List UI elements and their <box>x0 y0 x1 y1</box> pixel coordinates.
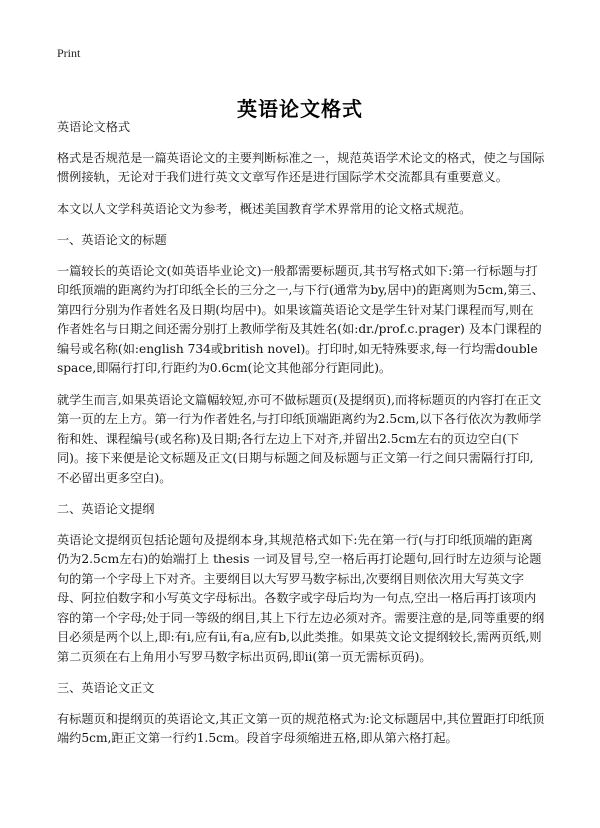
page-title: 英语论文格式 <box>237 97 363 122</box>
article-body <box>57 118 545 761</box>
body-paragraph-1: 有标题页和提纲页的英语论文,其正文第一页的规范格式为:论文标题居中,其位置距打印纸顶端约5cm,距正文第一行约1.5cm。段首字母须缩进五格,即从第六格打起。 <box>57 711 545 745</box>
scope-paragraph: 本文以人文学科英语论文为参考，概述美国教育学术界常用的论文格式规范。 <box>57 201 472 216</box>
section-heading-outline: 二、英语论文提纲 <box>57 502 155 516</box>
print-link[interactable]: Print <box>57 46 81 60</box>
section-heading-title: 一、英语论文的标题 <box>57 233 167 247</box>
title-paragraph-1: 一篇较长的英语论文(如英语毕业论文)一般都需要标题页,其书写格式如下:第一行标题与打印纸顶端的距离约为打印纸全长的三分之一,与下行(通常为by,居中)的距离则为5cm,第三、第四行分别为作者姓名及日期(均居中)。如果该篇英语论文是学生针对某门课程而写,则在作者姓名与日期之间还需分别打上教师学衔及其姓名(如:dr./prof.c.prager) 及本门课程的编号或名称(如:english 734或british novel)。打印时,如无特殊要求,每一行均需double space,即隔行打印,行距约为0.6cm(论文其他部分行距同此)。 <box>57 263 544 375</box>
title-paragraph-2: 就学生而言,如果英语论文篇幅较短,亦可不做标题页(及提纲页),而将标题页的内容打在正文第一页的左上方。第一行为作者姓名,与打印纸顶端距离约为2.5cm,以下各行依次为教师学衔和姓、课程编号(或名称)及日期;各行左边上下对齐,并留出2.5cm左右的页边空白(下同)。接下来便是论文标题及正文(日期与标题之间及标题与正文第一行之间只需隔行打印,不必留出更多空白)。 <box>57 392 542 485</box>
article-subtitle: 英语论文格式 <box>57 120 131 134</box>
intro-paragraph: 格式是否规范是一篇英语论文的主要判断标准之一，规范英语学术论文的格式，使之与国际惯例接轨，无论对于我们进行英文文章写作还是进行国际学术交流都具有重要意义。 <box>57 150 545 184</box>
outline-paragraph-1: 英语论文提纲页包括论题句及提纲本身,其规范格式如下:先在第一行(与打印纸顶端的距离仍为2.5cm左右)的始端打上 thesis 一词及冒号,空一格后再打论题句,回行时左边须与论题句的第一个字母上下对齐。主要纲目以大写罗马数字标出,次要纲目则依次用大写英文字母、阿拉伯数字和小写英文字母标出。各数字或字母后均为一句点,空出一格后再打该项内容的第一个字母;处于同一等级的纲目,其上下行左边必须对齐。需要注意的是,同等重要的纲目必须是两个以上,即:有i,应有ii,有a,应有b,以此类推。如果英文论文提纲较长,需两页纸,则第二页须在右上角用小写罗马数字标出页码,即ii(第一页无需标页码)。 <box>57 532 545 664</box>
section-heading-body: 三、英语论文正文 <box>57 681 155 695</box>
